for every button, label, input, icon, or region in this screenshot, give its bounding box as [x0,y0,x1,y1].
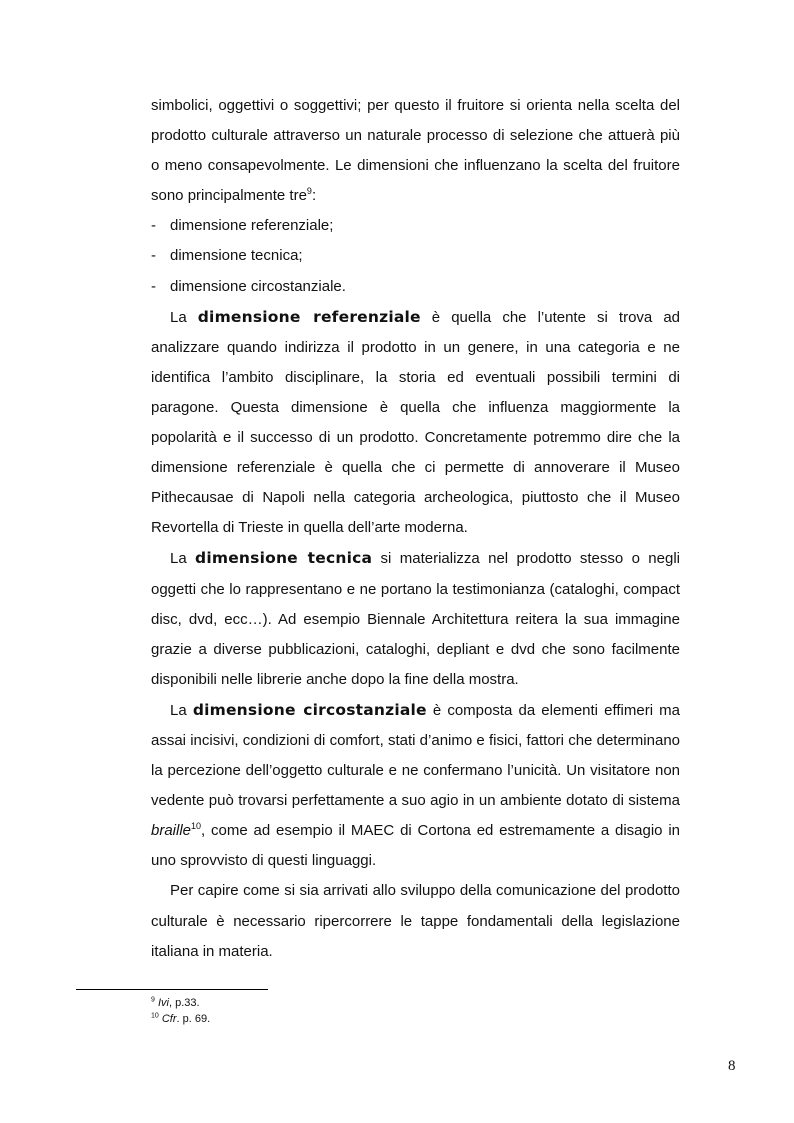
paragraph [151,543,680,694]
footnote-ref: 9 [306,186,312,197]
text-run: Per capire come si sia arrivati allo sviluppo della comunicazione del prodotto culturale è necessario ripercorrere le tappe fondamentali della legislazione italiana in materia. [151,882,680,960]
list-dash: - [151,277,156,295]
paragraph [151,91,680,211]
footnote [151,1011,210,1027]
body-text [151,91,680,967]
text-run: , come ad esempio il MAEC di Cortona ed estremamente a disagio in uno sprovvisto di questi linguaggi. [151,822,680,870]
italic-text: Ivi [157,997,169,1009]
text-run: è quella che l’utente si trova ad analizzare quando indirizza il prodotto in un genere, in una categoria e ne identifica l’ambito disciplinare, la storia ed eventuali possibili termini di paragone. Questa dimensione è quella che influenza maggiormente la popolarità e il successo di un prodotto. Concretamente potremmo dire che la dimensione referenziale è quella che ci permette di annoverare il Museo Pithecausae di Napoli nella categoria archeologica, piuttosto che il Museo Revortella di Trieste in quella dell’arte moderna. [151,308,681,537]
paragraph [151,302,680,544]
footnote-ref: 9 [151,996,155,1004]
bold-term: dimensione tecnica [195,549,373,568]
bold-term: dimensione circostanziale [192,700,427,719]
footnote-ref: 10 [151,1012,159,1020]
list-item-text [170,272,346,302]
paragraph [151,695,680,877]
text-run: simbolici, oggettivi o soggettivi; per questo il fruitore si orienta nella scelta del prodotto culturale attraverso un naturale processo di selezione che attuerà più o meno consapevolmente. Le dimensioni che influenzano la scelta del fruitore sono principalmente tre [151,97,680,205]
footnote-separator [76,989,268,990]
text-run: La [170,550,196,568]
paragraph [151,876,680,966]
text-run: dimensione tecnica; [170,247,303,265]
bold-term: dimensione referenziale [197,307,421,326]
text-run: : [311,187,317,205]
italic-text: Cfr [161,1013,177,1025]
text-run: La [170,701,193,719]
italic-text: braille [151,822,192,840]
list-item [151,272,680,302]
footnote-ref: 10 [191,821,202,832]
list-dash: - [151,217,156,235]
list-item [151,241,680,271]
text-run: . p. 69. [176,1013,211,1025]
list-item-text [170,211,333,241]
list-item-text [170,241,303,271]
text-run: si materializza nel prodotto stesso o negli oggetti che lo rappresentano e ne portano la testimonianza (cataloghi, compact disc, dvd, ecc…). Ad esempio Biennale Architettura reitera la sua immagine grazie a diverse pubblicazioni, cataloghi, depliant e dvd che sono facilmente disponibili nelle librerie anche dopo la fine della mostra. [151,550,680,688]
list-item [151,211,680,241]
list-dash: - [151,247,156,265]
page-number: 8 [728,1058,736,1074]
footnotes [151,995,210,1027]
text-run: dimensione circostanziale. [170,277,346,295]
text-run: è composta da elementi effimeri ma assai incisivi, condizioni di comfort, stati d’animo e fisici, fattori che determinano la percezione dell’oggetto culturale e ne confermano l’unicità. Un visitatore non vedente può trovarsi perfettamente a suo agio in un ambiente dotato di sistema [151,701,680,810]
text-run: dimensione referenziale; [170,217,334,235]
text-run: , p.33. [168,997,200,1009]
text-run: La [170,308,198,326]
footnote [151,995,210,1011]
